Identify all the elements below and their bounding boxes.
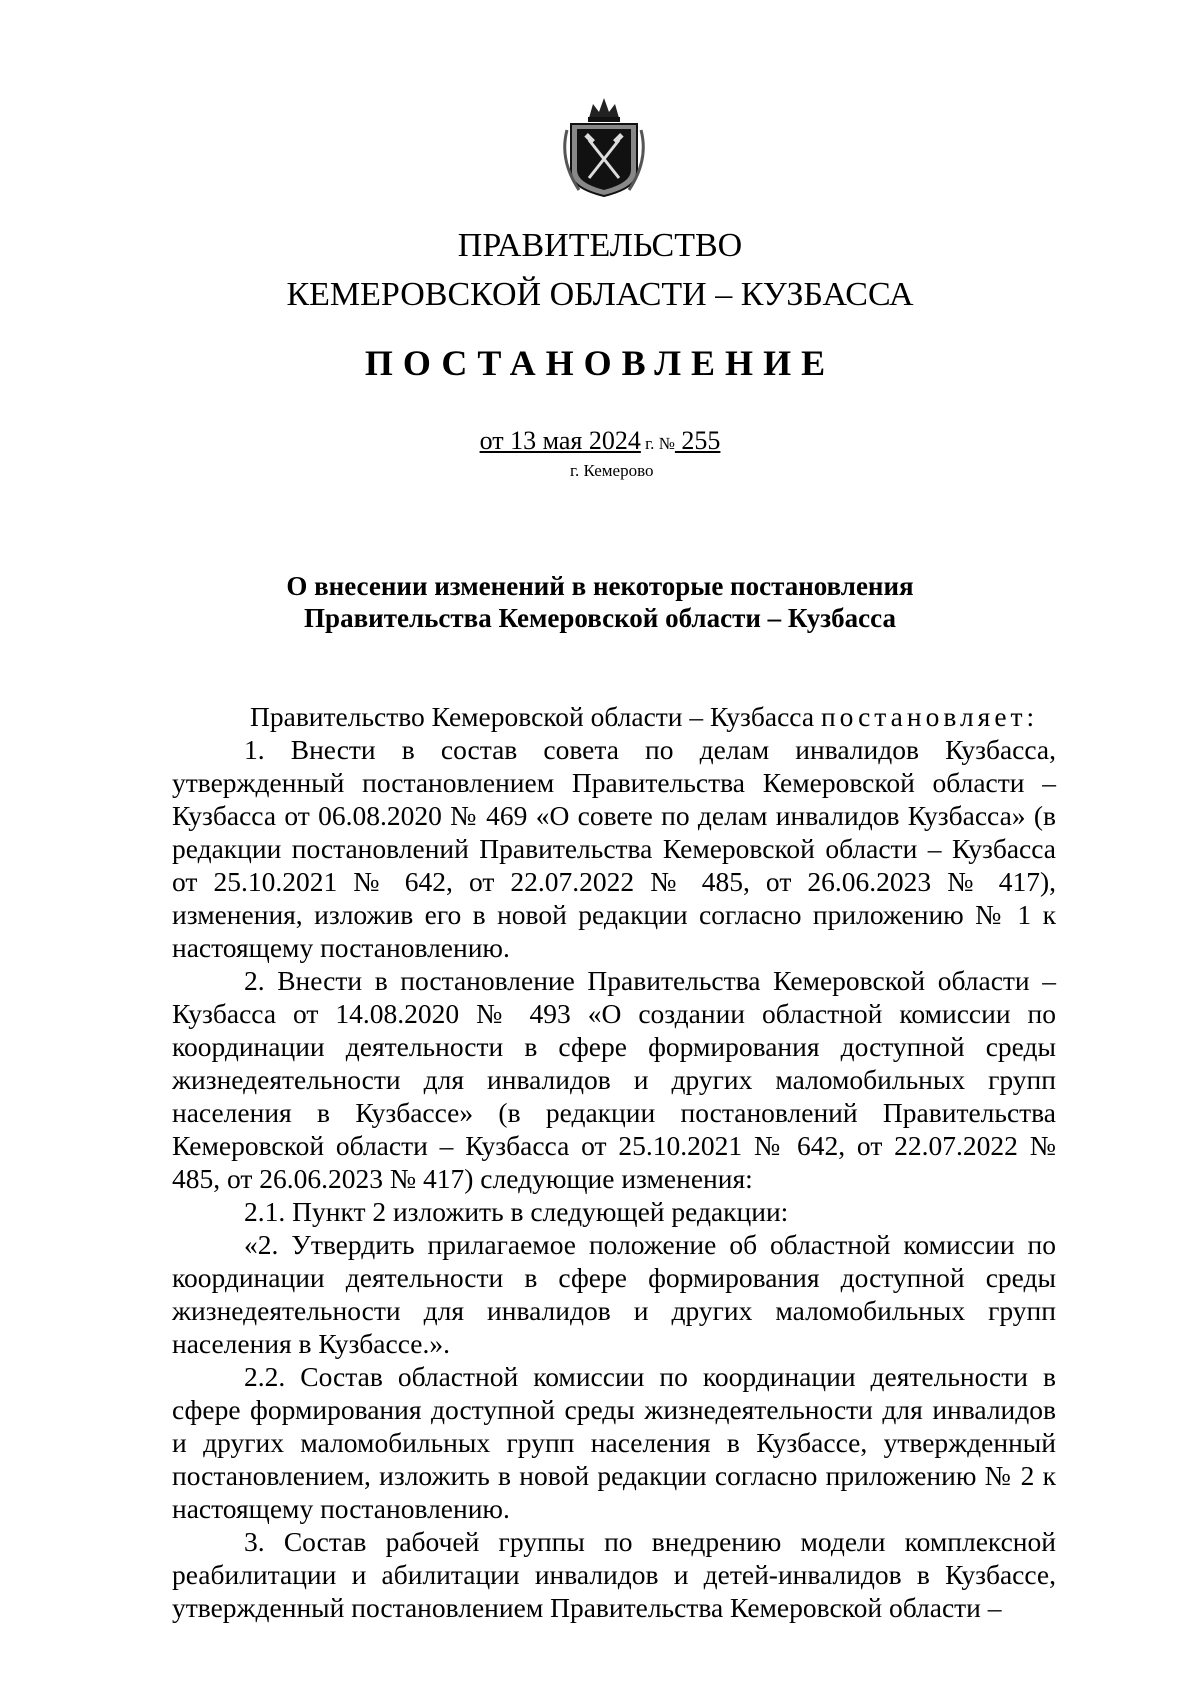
paragraph-1: 1. Внести в состав совета по делам инвалидов Кузбасса, утвержденный постановлением Правительства Кемеровской области – Кузбасса от 06.08.2020 № 469 «О совете по делам инвалидов Кузбасса» (в редакции постановлений Правительства Кемеровской области – Кузбасса от 25.10.2021 № 642, от 22.07.2022 № 485, от 26.06.2023 № 417), изменения, изложив его в новой редакции согласно приложению № 1 к настоящему постановлению. <box>172 734 1056 963</box>
paragraph-2: 2. Внести в постановление Правительства Кемеровской области – Кузбасса от 14.08.2020 № 493 «О создании областной комиссии по координации деятельности в сфере формирования доступной среды жизнедеятельности для инвалидов и других маломобильных групп населения в Кузбассе» (в редакции постановлений Правительства Кемеровской области – Кузбасса от 25.10.2021 № 642, от 22.07.2022 № 485, от 26.06.2023 № 417) следующие изменения: <box>172 965 1056 1194</box>
number-sign: № <box>658 434 675 453</box>
decree-heading: ПОСТАНОВЛЕНИЕ <box>364 343 836 383</box>
government-title-line2: КЕМЕРОВСКОЙ ОБЛАСТИ – КУЗБАССА <box>286 276 914 313</box>
paragraph-2-1: 2.1. Пункт 2 изложить в следующей редакции: <box>244 1196 789 1227</box>
document-title <box>0 570 1200 634</box>
paragraph-2-1-quote: «2. Утвердить прилагаемое положение об областной комиссии по координации деятельности в сфере формирования доступной среды жизнедеятельности для инвалидов и других маломобильных групп населения в Кузбассе.». <box>172 1229 1056 1359</box>
decree-city: г. Кемерово <box>570 461 654 480</box>
government-title-line1: ПРАВИТЕЛЬСТВО <box>457 227 743 264</box>
paragraph-3: 3. Состав рабочей группы по внедрению модели комплексной реабилитации и абилитации инвалидов и детей-инвалидов в Кузбассе, утвержденный постановлением Правительства Кемеровской области – <box>172 1526 1056 1623</box>
coat-of-arms-icon <box>559 90 649 200</box>
title-line2: Правительства Кемеровской области – Кузбасса <box>304 603 896 633</box>
title-line1: О внесении изменений в некоторые постановления <box>286 571 914 601</box>
intro-text: Правительство Кемеровской области – Кузбасса <box>250 701 821 732</box>
intro-paragraph <box>172 700 1056 733</box>
decree-number: 255 <box>674 426 721 455</box>
year-suffix: г. <box>640 434 659 453</box>
date-number-line <box>0 426 1200 456</box>
document-body <box>172 700 1056 1624</box>
decree-date: от 13 мая 2024 <box>479 426 641 455</box>
intro-spaced-word: постановляет: <box>820 701 1039 732</box>
paragraph-2-2: 2.2. Состав областной комиссии по координации деятельности в сфере формирования доступной среды жизнедеятельности для инвалидов и других маломобильных групп населения в Кузбассе, утвержденный постановлением, изложить в новой редакции согласно приложению № 2 к настоящему постановлению. <box>172 1361 1056 1524</box>
